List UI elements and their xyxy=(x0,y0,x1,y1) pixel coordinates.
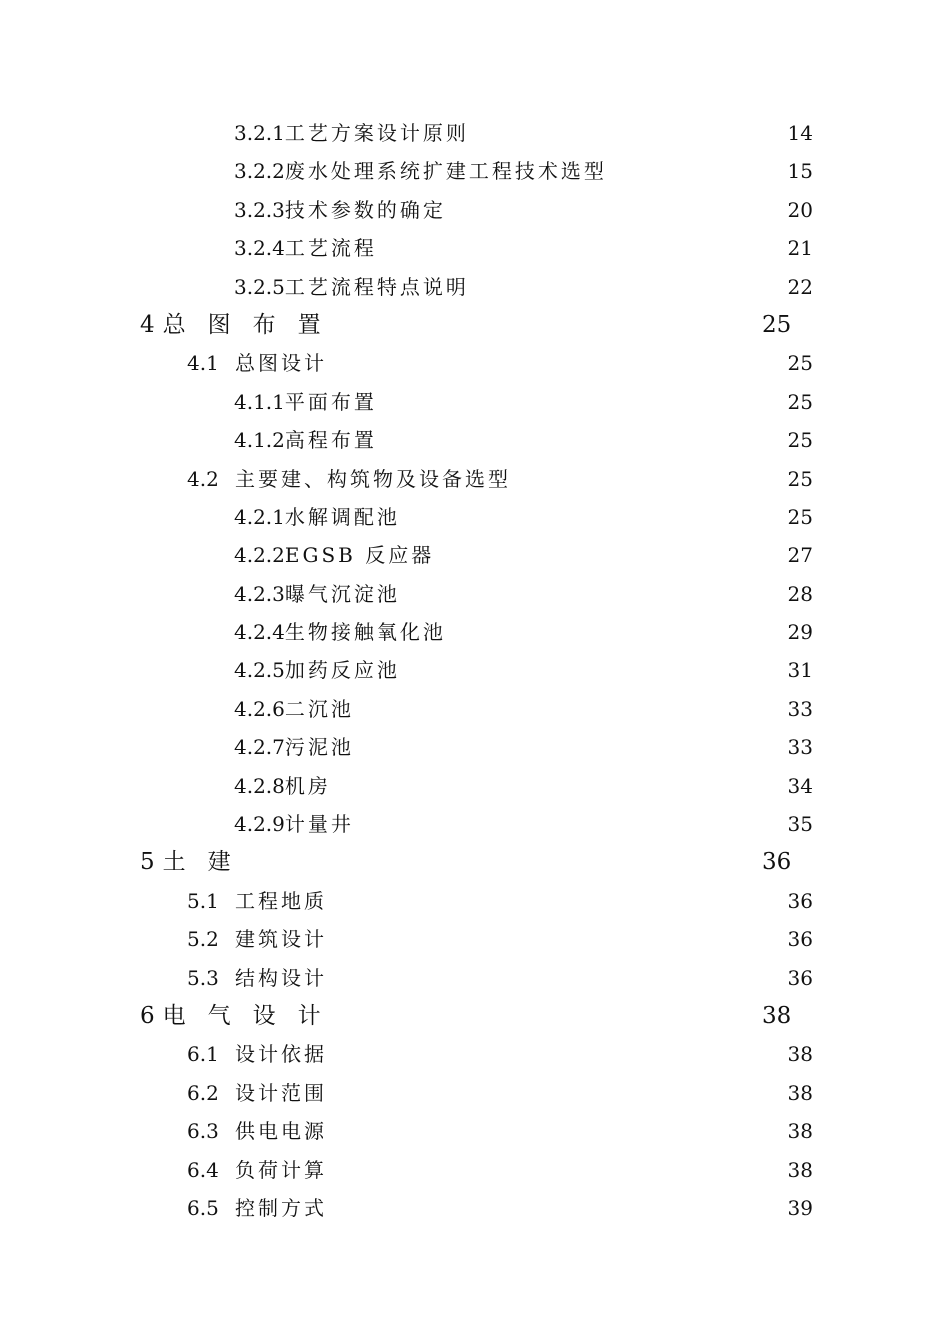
toc-section-title xyxy=(187,1151,327,1189)
toc-entry-text: 二沉池 xyxy=(284,696,354,721)
toc-entry-title xyxy=(234,114,469,152)
toc-entry-number: 3.2.3 xyxy=(234,197,285,222)
toc-chapter-page: 25 xyxy=(762,311,792,338)
toc-section-text: 供电电源 xyxy=(235,1119,327,1144)
table-of-contents xyxy=(0,114,950,1227)
toc-section-page: 36 xyxy=(787,927,813,952)
toc-entry-text: 高程布置 xyxy=(284,428,377,453)
toc-section xyxy=(0,344,950,382)
toc-entry-page: 31 xyxy=(787,658,813,683)
toc-section-number: 4.2 xyxy=(187,466,219,491)
toc-section-page: 36 xyxy=(787,965,813,990)
toc-entry-number: 3.2.4 xyxy=(234,236,285,261)
toc-section-title xyxy=(187,1189,327,1227)
toc-entry-title xyxy=(234,383,377,421)
toc-entry-page: 14 xyxy=(787,121,813,145)
toc-entry-text: 机房 xyxy=(284,773,331,798)
toc-entry xyxy=(0,152,950,190)
toc-chapter xyxy=(0,306,950,344)
toc-section-number: 6.2 xyxy=(187,1080,219,1105)
toc-entry-text: 生物接触氧化池 xyxy=(284,620,446,645)
toc-section-number: 5.1 xyxy=(187,888,219,913)
toc-section-page: 36 xyxy=(787,888,813,913)
toc-entry-number: 4.2.8 xyxy=(234,773,285,798)
toc-entry-text: 工艺流程 xyxy=(284,236,377,261)
toc-entry-number: 4.1.2 xyxy=(234,428,285,453)
toc-section xyxy=(0,882,950,920)
toc-entry-title xyxy=(234,268,469,306)
toc-section-page: 38 xyxy=(787,1119,813,1144)
toc-entry-page: 25 xyxy=(787,428,813,453)
toc-entry-title xyxy=(234,767,331,805)
toc-section xyxy=(0,920,950,958)
toc-entry-number: 4.2.6 xyxy=(234,696,285,721)
toc-entry-page: 25 xyxy=(787,389,813,414)
toc-section xyxy=(0,1074,950,1112)
toc-entry-page: 35 xyxy=(787,812,813,837)
toc-entry-text: 工艺方案设计原则 xyxy=(284,121,469,145)
toc-section-title xyxy=(187,344,327,382)
toc-section xyxy=(0,959,950,997)
toc-section-text: 设计依据 xyxy=(235,1042,327,1067)
toc-entry-number: 4.2.2 xyxy=(234,543,285,568)
toc-entry-number: 4.2.9 xyxy=(234,812,285,837)
toc-entry-title xyxy=(234,191,446,229)
toc-entry-text: 污泥池 xyxy=(284,735,354,760)
toc-section-number: 4.1 xyxy=(187,351,219,376)
toc-section-number: 6.3 xyxy=(187,1119,219,1144)
toc-section-page: 38 xyxy=(787,1042,813,1067)
toc-entry-title xyxy=(234,498,400,536)
toc-entry-title xyxy=(234,728,354,766)
toc-chapter-number: 4 xyxy=(140,311,155,338)
toc-section-page: 38 xyxy=(787,1157,813,1182)
toc-entry-number: 4.2.5 xyxy=(234,658,285,683)
toc-chapter-text: 电气设计 xyxy=(162,1002,343,1029)
toc-entry xyxy=(0,690,950,728)
toc-section-text: 总图设计 xyxy=(235,351,327,376)
toc-entry xyxy=(0,191,950,229)
toc-entry-number: 3.2.5 xyxy=(234,274,285,299)
toc-chapter-number: 5 xyxy=(140,849,155,876)
toc-section xyxy=(0,1151,950,1189)
toc-section-title xyxy=(187,460,511,498)
toc-section-number: 6.5 xyxy=(187,1195,219,1220)
toc-entry-title xyxy=(234,536,434,574)
toc-section-text: 工程地质 xyxy=(235,888,327,913)
toc-entry-page: 28 xyxy=(787,581,813,606)
toc-entry-title xyxy=(234,152,607,190)
toc-entry-page: 27 xyxy=(787,543,813,568)
toc-entry-title xyxy=(234,805,354,843)
toc-section-text: 负荷计算 xyxy=(235,1157,327,1182)
toc-entry-title xyxy=(234,421,377,459)
toc-section-text: 主要建、构筑物及设备选型 xyxy=(235,466,511,491)
toc-section xyxy=(0,1112,950,1150)
toc-entry-number: 4.2.4 xyxy=(234,620,285,645)
toc-chapter-title xyxy=(140,306,343,344)
toc-entry-page: 15 xyxy=(787,159,813,184)
toc-entry xyxy=(0,383,950,421)
toc-section-title xyxy=(187,1035,327,1073)
toc-entry-page: 20 xyxy=(787,197,813,222)
toc-entry-text: EGSB 反应器 xyxy=(284,543,435,568)
toc-entry xyxy=(0,805,950,843)
toc-entry-number: 3.2.2 xyxy=(234,159,285,184)
toc-section-title xyxy=(187,920,327,958)
toc-entry-text: 水解调配池 xyxy=(284,504,400,529)
toc-section-title xyxy=(187,882,327,920)
toc-entry-page: 33 xyxy=(787,735,813,760)
toc-section-title xyxy=(187,1112,327,1150)
toc-entry-text: 加药反应池 xyxy=(284,658,400,683)
toc-chapter-title xyxy=(140,843,253,881)
toc-entry-number: 4.2.3 xyxy=(234,581,285,606)
toc-entry xyxy=(0,536,950,574)
toc-section-title xyxy=(187,959,327,997)
toc-entry-title xyxy=(234,690,354,728)
toc-entry xyxy=(0,421,950,459)
toc-section xyxy=(0,460,950,498)
toc-entry-text: 计量井 xyxy=(284,812,354,837)
toc-entry-title xyxy=(234,575,400,613)
toc-entry-number: 4.2.1 xyxy=(234,504,285,529)
toc-section xyxy=(0,1035,950,1073)
toc-entry xyxy=(0,651,950,689)
toc-entry xyxy=(0,613,950,651)
toc-entry-number: 4.1.1 xyxy=(234,389,285,414)
toc-chapter-text: 总图布置 xyxy=(162,311,343,338)
toc-chapter xyxy=(0,997,950,1035)
toc-section-page: 25 xyxy=(787,466,813,491)
toc-entry-title xyxy=(234,229,377,267)
toc-entry-text: 废水处理系统扩建工程技术选型 xyxy=(284,159,607,184)
toc-entry xyxy=(0,229,950,267)
toc-section-text: 结构设计 xyxy=(235,965,327,990)
toc-chapter-page: 38 xyxy=(762,1002,792,1029)
toc-section-page: 39 xyxy=(787,1195,813,1220)
toc-entry xyxy=(0,498,950,536)
toc-entry-page: 22 xyxy=(787,274,813,299)
toc-section-text: 设计范围 xyxy=(235,1080,327,1105)
toc-section-text: 控制方式 xyxy=(235,1195,327,1220)
toc-chapter-number: 6 xyxy=(140,1002,155,1029)
toc-section-title xyxy=(187,1074,327,1112)
toc-entry-page: 21 xyxy=(787,236,813,261)
toc-section-number: 5.2 xyxy=(187,927,219,952)
toc-entry-number: 3.2.1 xyxy=(234,121,285,145)
toc-chapter-page: 36 xyxy=(762,849,792,876)
toc-entry-page: 33 xyxy=(787,696,813,721)
toc-entry-page: 25 xyxy=(787,504,813,529)
toc-entry xyxy=(0,728,950,766)
toc-entry-title xyxy=(234,613,446,651)
toc-chapter-title xyxy=(140,997,343,1035)
toc-section-number: 6.1 xyxy=(187,1042,219,1067)
toc-section-number: 6.4 xyxy=(187,1157,219,1182)
toc-entry-text: 平面布置 xyxy=(284,389,377,414)
toc-section-page: 38 xyxy=(787,1080,813,1105)
toc-entry-page: 34 xyxy=(787,773,813,798)
toc-entry-number: 4.2.7 xyxy=(234,735,285,760)
toc-chapter xyxy=(0,843,950,881)
toc-entry-title xyxy=(234,651,400,689)
toc-entry-text: 工艺流程特点说明 xyxy=(284,274,469,299)
toc-entry xyxy=(0,114,950,152)
toc-entry xyxy=(0,575,950,613)
toc-section-number: 5.3 xyxy=(187,965,219,990)
toc-entry xyxy=(0,268,950,306)
toc-entry xyxy=(0,767,950,805)
toc-section-page: 25 xyxy=(787,351,813,376)
toc-section-text: 建筑设计 xyxy=(235,927,327,952)
toc-chapter-text: 土建 xyxy=(162,849,253,876)
toc-entry-text: 曝气沉淀池 xyxy=(284,581,400,606)
toc-section xyxy=(0,1189,950,1227)
toc-entry-text: 技术参数的确定 xyxy=(284,197,446,222)
toc-entry-page: 29 xyxy=(787,620,813,645)
